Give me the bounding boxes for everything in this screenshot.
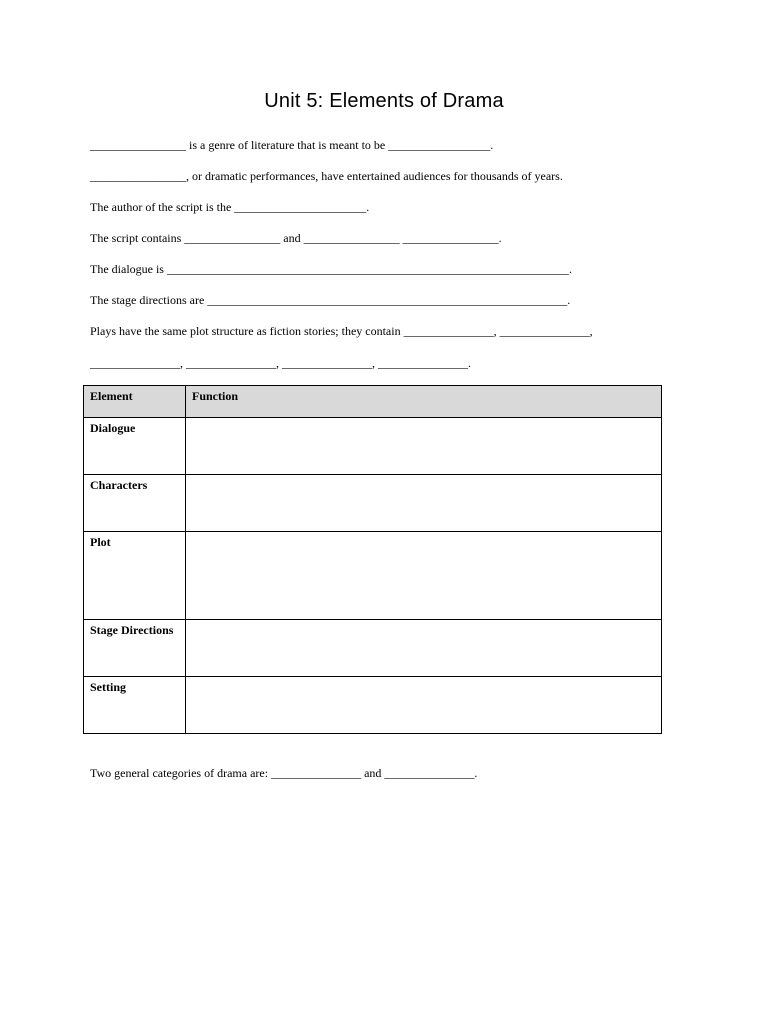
fill-in-line-7: Plays have the same plot structure as fiction stories; they contain _______________, _______________, (90, 324, 593, 338)
fill-in-line-6: The stage directions are ____________________________________________________________. (90, 293, 571, 307)
element-cell: Plot (84, 532, 186, 620)
element-cell: Stage Directions (84, 620, 186, 677)
elements-table (83, 385, 662, 734)
table-row (84, 475, 662, 532)
function-cell (186, 677, 662, 734)
element-cell: Dialogue (84, 418, 186, 475)
table-row (84, 532, 662, 620)
column-header-element: Element (84, 386, 186, 418)
function-cell (186, 475, 662, 532)
table-row (84, 418, 662, 475)
column-header-function: Function (186, 386, 662, 418)
table-row (84, 620, 662, 677)
footer-fill-in-line: Two general categories of drama are: _______________ and _______________. (90, 766, 478, 780)
function-cell (186, 620, 662, 677)
table-header-row (84, 386, 662, 418)
function-cell (186, 532, 662, 620)
page-title: Unit 5: Elements of Drama (264, 90, 504, 112)
function-cell (186, 418, 662, 475)
table-row (84, 677, 662, 734)
element-cell: Characters (84, 475, 186, 532)
fill-in-line-5: The dialogue is ___________________________________________________________________. (90, 262, 572, 276)
fill-in-line-2: ________________, or dramatic performances, have entertained audiences for thousands of years. (90, 169, 563, 183)
fill-in-line-8: _______________, _______________, _______________, _______________. (90, 356, 471, 370)
fill-in-line-4: The script contains ________________ and ________________ ________________. (90, 231, 502, 245)
element-cell: Setting (84, 677, 186, 734)
fill-in-line-3: The author of the script is the ______________________. (90, 200, 370, 214)
fill-in-line-1: ________________ is a genre of literature that is meant to be _________________. (90, 138, 494, 152)
